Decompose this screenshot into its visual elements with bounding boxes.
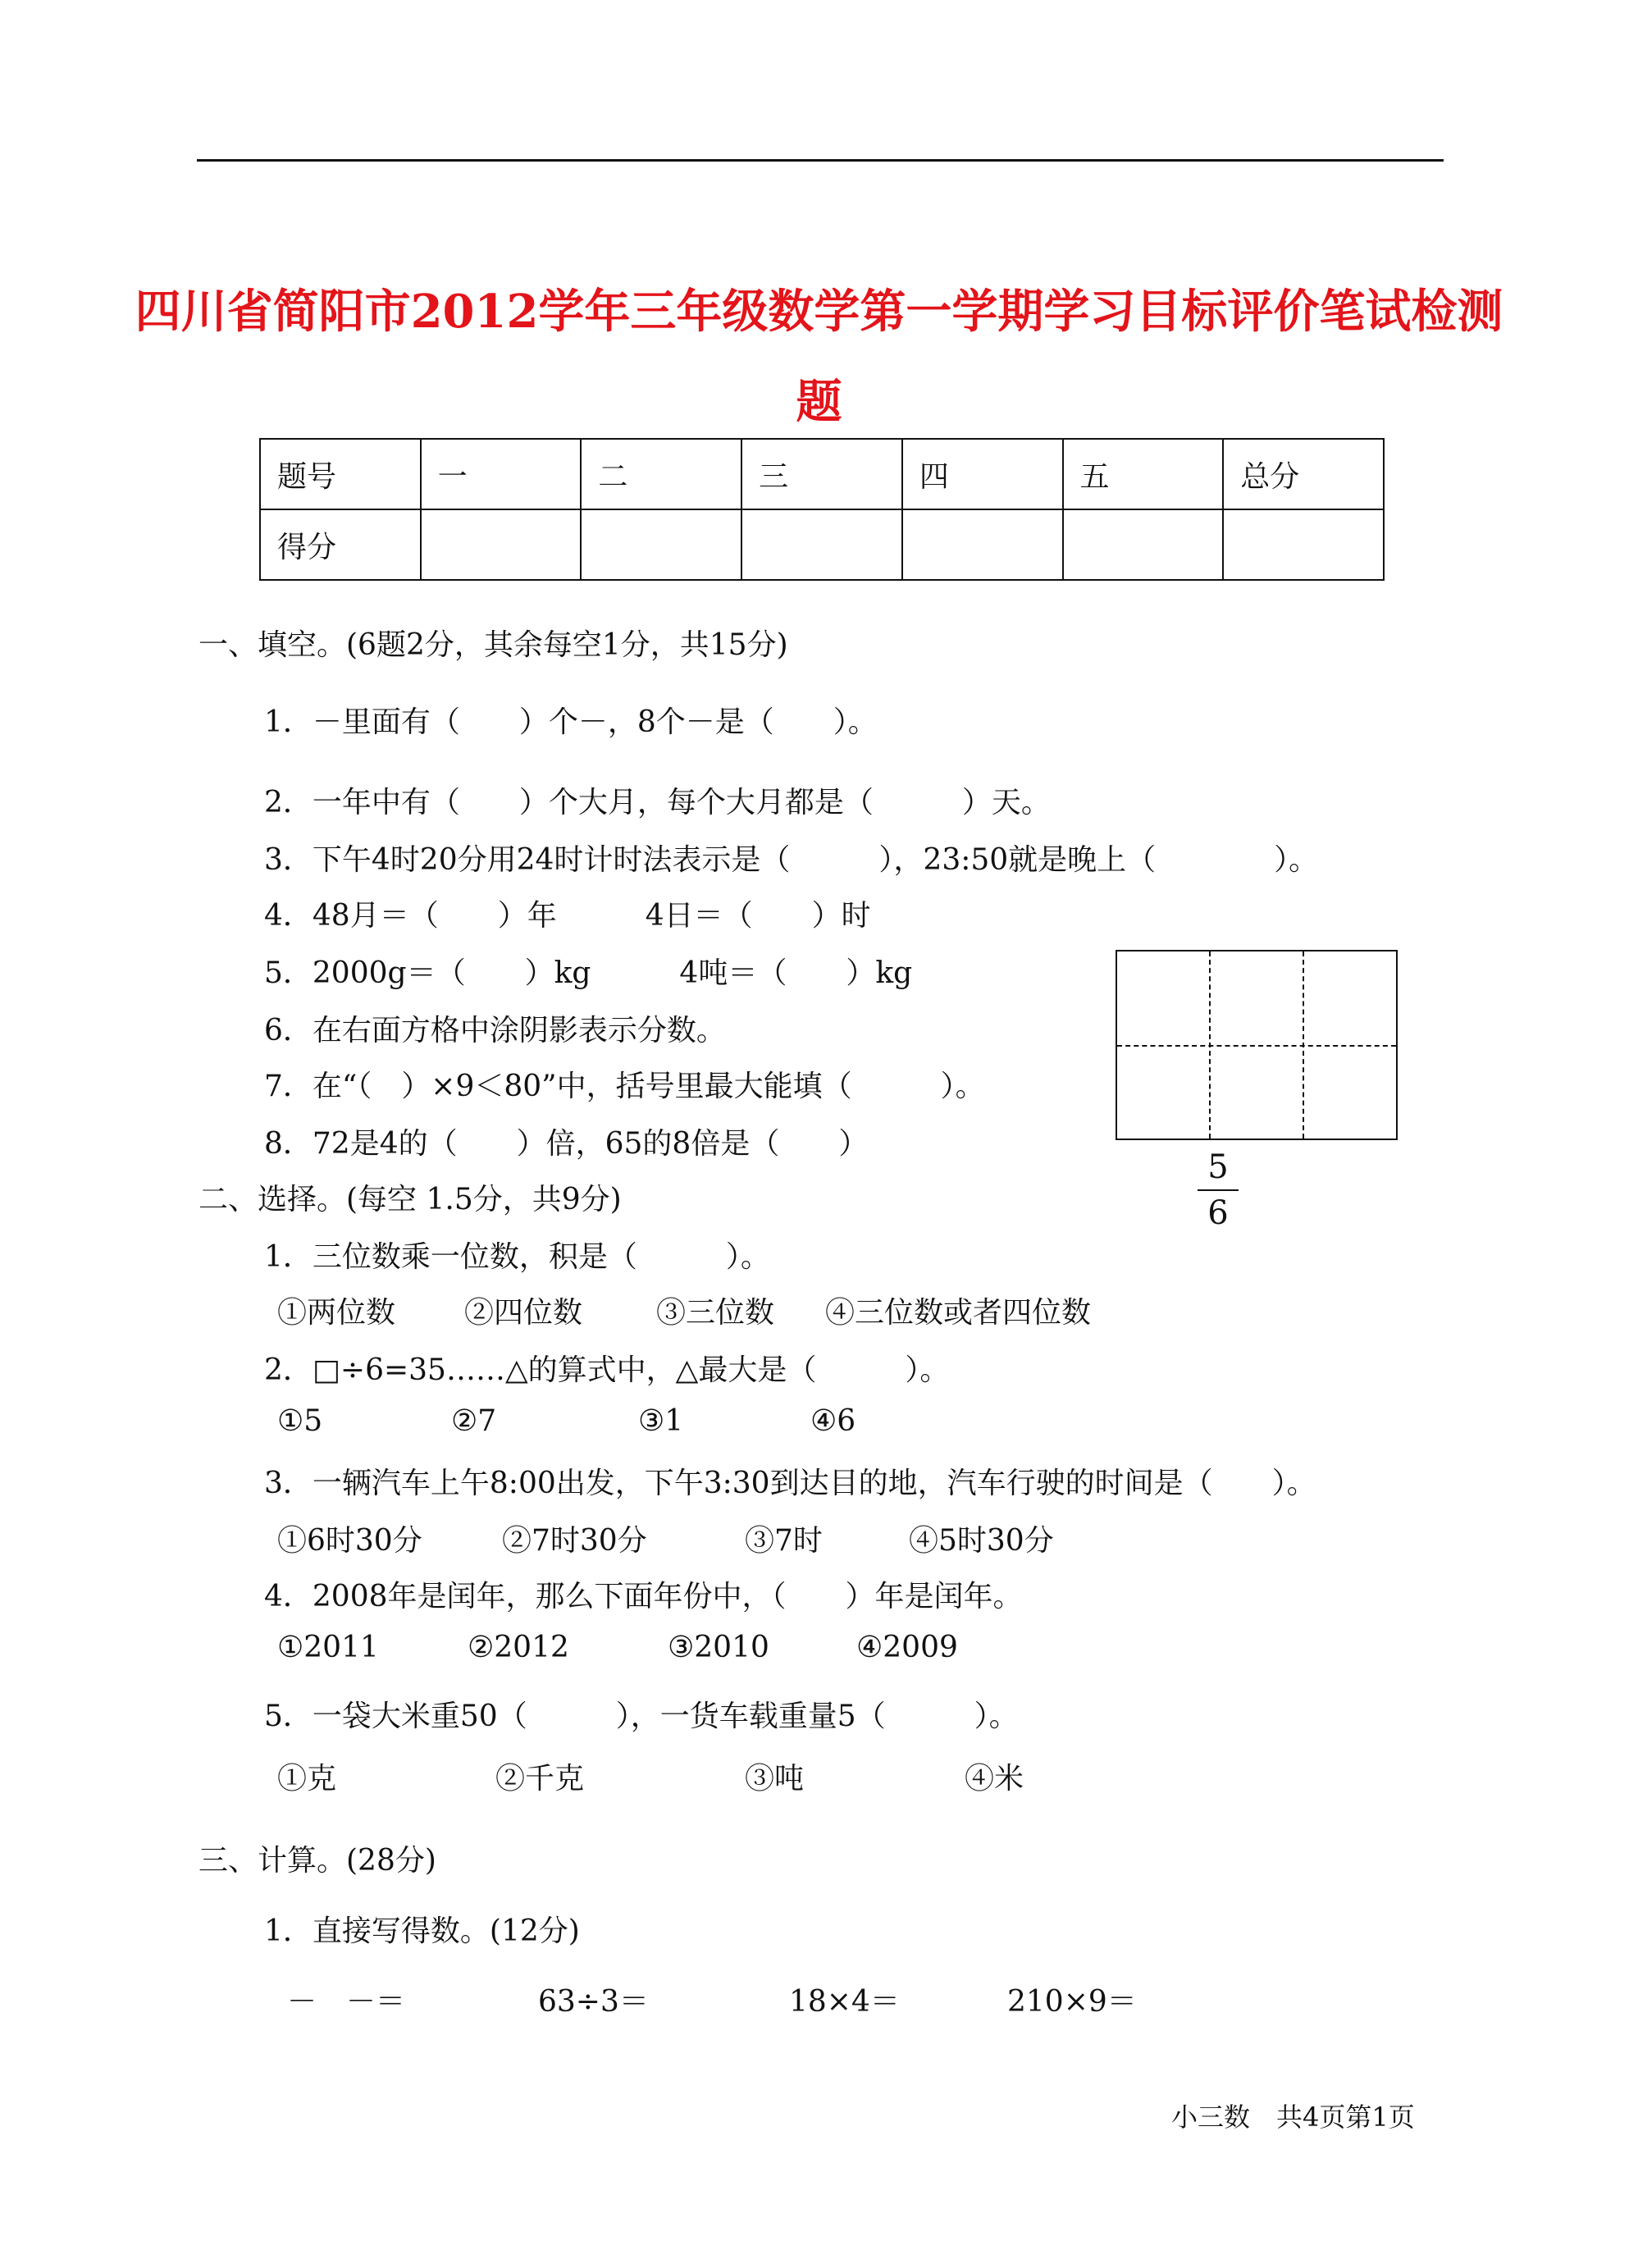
question-1-8: 8．72是4的（ ）倍，65的8倍是（ ）: [264, 1127, 869, 1161]
fraction-label: [1198, 1148, 1239, 1232]
option[interactable]: ④三位数或者四位数: [825, 1296, 1092, 1330]
question-1-4: 4．48月＝（ ）年 4日＝（ ）时: [264, 899, 871, 933]
option[interactable]: ④米: [965, 1762, 1024, 1796]
option[interactable]: ④5时30分: [909, 1524, 1054, 1558]
option[interactable]: ②千克: [495, 1762, 585, 1796]
option[interactable]: ①2011: [277, 1631, 379, 1664]
question-1-1: 1．－里面有（ ）个－，8个－是（ ）。: [264, 705, 878, 739]
score-input-cell[interactable]: [741, 509, 902, 580]
option[interactable]: ①两位数: [277, 1296, 396, 1330]
option[interactable]: ①6时30分: [277, 1524, 422, 1558]
question-3-1: 1．直接写得数。(12分): [264, 1914, 580, 1948]
page-footer: 小三数 共4页第1页: [1171, 2101, 1415, 2133]
option[interactable]: ②四位数: [464, 1296, 583, 1330]
question-1-7: 7．在“（ ）×9＜80”中，括号里最大能填（ ）。: [264, 1070, 985, 1103]
option[interactable]: ③2010: [668, 1631, 769, 1664]
section-2-heading: 二、选择。(每空 1.5分，共9分): [198, 1183, 622, 1216]
question-2-3: 3．一辆汽车上午8:00出发，下午3:30到达目的地，汽车行驶的时间是（ ）。: [264, 1467, 1316, 1500]
option[interactable]: ②2012: [468, 1631, 569, 1664]
question-2-1: 1．三位数乘一位数，积是（ ）。: [264, 1240, 770, 1274]
table-row: [260, 439, 1384, 509]
calc-expression: 18×4＝: [789, 1985, 900, 2019]
option[interactable]: ③三位数: [656, 1296, 775, 1330]
question-2-5: 5．一袋大米重50（ ），一货车载重量5（ ）。: [264, 1700, 1019, 1733]
score-input-cell[interactable]: [421, 509, 582, 580]
score-input-cell[interactable]: [902, 509, 1063, 580]
table-cell: 题号: [260, 439, 421, 509]
score-input-cell[interactable]: [581, 509, 741, 580]
score-table: [259, 438, 1385, 581]
fraction-bar: [1198, 1189, 1239, 1191]
table-cell: 五: [1063, 439, 1224, 509]
page-title-continued: 题: [796, 375, 842, 429]
option[interactable]: ③吨: [745, 1762, 805, 1796]
question-1-2: 2．一年中有（ ）个大月，每个大月都是（ ）天。: [264, 786, 1051, 819]
option[interactable]: ④2009: [856, 1631, 958, 1664]
option[interactable]: ①5: [277, 1404, 323, 1438]
table-cell: 得分: [260, 509, 421, 580]
grid-divider: [1117, 1045, 1396, 1047]
score-input-cell[interactable]: [1063, 509, 1224, 580]
section-1-heading: 一、填空。(6题2分，其余每空1分，共15分): [198, 628, 788, 662]
question-2-2: 2．□÷6=35……△的算式中，△最大是（ ）。: [264, 1353, 950, 1387]
calc-expression: 210×9＝: [1007, 1985, 1137, 2019]
option[interactable]: ②7: [451, 1404, 497, 1438]
table-cell: 总分: [1223, 439, 1384, 509]
table-row: [260, 509, 1384, 580]
calc-expression: － －＝: [287, 1985, 406, 2019]
calc-expression: 63÷3＝: [538, 1985, 649, 2019]
table-cell: 三: [741, 439, 902, 509]
score-input-cell[interactable]: [1223, 509, 1384, 580]
option[interactable]: ②7时30分: [502, 1524, 647, 1558]
question-1-5: 5．2000g＝（ ）kg 4吨＝（ ）kg: [264, 956, 913, 990]
table-cell: 四: [902, 439, 1063, 509]
fraction-shading-grid[interactable]: [1116, 950, 1398, 1140]
option[interactable]: ③7时: [745, 1524, 823, 1558]
fraction-denominator: 6: [1207, 1194, 1229, 1232]
table-cell: 一: [421, 439, 582, 509]
option[interactable]: ④6: [810, 1404, 856, 1438]
header-rule: [197, 159, 1444, 162]
fraction-numerator: 5: [1207, 1148, 1229, 1186]
question-1-3: 3．下午4时20分用24时计时法表示是（ ），23:50就是晚上（ ）。: [264, 843, 1319, 877]
section-3-heading: 三、计算。(28分): [198, 1844, 436, 1878]
page-title: 四川省简阳市2012学年三年级数学第一学期学习目标评价笔试检测: [135, 285, 1503, 339]
table-cell: 二: [581, 439, 741, 509]
option[interactable]: ①克: [277, 1762, 337, 1796]
option[interactable]: ③1: [638, 1404, 684, 1438]
question-2-4: 4．2008年是闰年，那么下面年份中，（ ）年是闰年。: [264, 1580, 1023, 1613]
question-1-6: 6．在右面方格中涂阴影表示分数。: [264, 1014, 726, 1047]
